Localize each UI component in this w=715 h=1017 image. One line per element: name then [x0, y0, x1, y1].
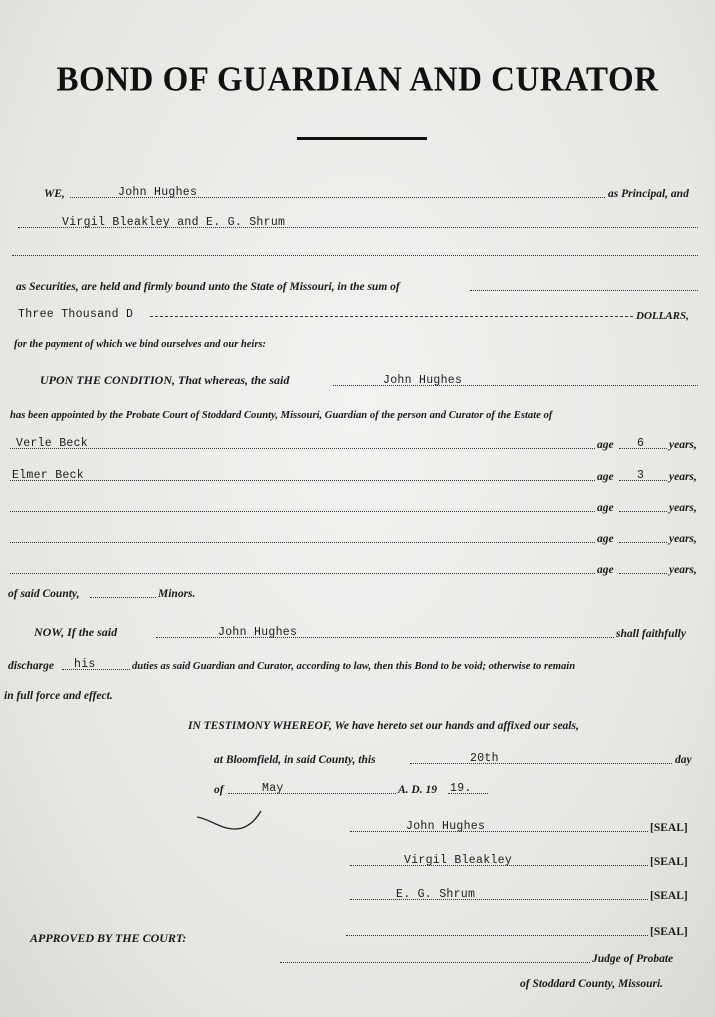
seal-label: [SEAL]: [650, 856, 688, 868]
condition-line: [0, 370, 715, 390]
testimony-line: [0, 714, 715, 734]
seal-label: [SEAL]: [650, 822, 688, 834]
duties-text: duties as said Guardian and Curator, according to law, then this Bond to be void; otherwise to remain: [132, 661, 576, 672]
sum-words: Three Thousand D: [18, 308, 134, 321]
bound-text: as Securities, are held and firmly bound unto the State of Missouri, in the sum of: [16, 281, 400, 293]
minor-age-blank: [619, 511, 667, 512]
now-label: NOW, If the said: [34, 625, 118, 639]
sum-line: [0, 304, 715, 324]
approval-line: [0, 928, 715, 948]
now-name: John Hughes: [218, 626, 298, 639]
minor-name-blank: [10, 448, 595, 449]
seal-label: [SEAL]: [650, 926, 688, 938]
month-value: May: [262, 782, 284, 795]
minor-years-label: years,: [669, 533, 697, 545]
county-label: of said County,: [8, 588, 80, 600]
day-label: day: [675, 754, 692, 766]
payment-text: for the payment of which we bind ourselves and our heirs:: [14, 339, 267, 350]
minor-name-blank: [10, 480, 595, 481]
month-year-line: [0, 778, 715, 798]
county-court-line: [0, 972, 715, 992]
sum-dashes: [150, 316, 633, 317]
signature-name: E. G. Shrum: [396, 888, 476, 901]
signature-blank: [350, 831, 648, 832]
principal-line: [0, 182, 715, 202]
now-line: [0, 622, 715, 642]
title-underline: [297, 137, 427, 140]
day-blank: [410, 763, 672, 764]
signature-line: [0, 816, 715, 836]
bound-line: [0, 275, 715, 295]
judge-line: [0, 947, 715, 967]
judge-label: Judge of Probate: [592, 953, 674, 965]
faithfully-label: shall faithfully: [616, 628, 686, 640]
signature-line: [0, 884, 715, 904]
minor-age: 3: [637, 469, 645, 482]
pronoun-blank: [62, 669, 130, 670]
payment-line: [0, 332, 715, 352]
place-date-line: [0, 748, 715, 768]
dollars-label: DOLLARS,: [636, 310, 689, 322]
minor-age-label: age: [597, 533, 614, 545]
ad-label: A. D. 19: [398, 784, 437, 796]
discharge-label: discharge: [8, 660, 54, 672]
pronoun: his: [74, 658, 96, 671]
appointment-line: [0, 403, 715, 423]
minor-age-label: age: [597, 439, 614, 451]
minor-age-label: age: [597, 564, 614, 576]
minor-age-label: age: [597, 471, 614, 483]
minor-row: [0, 465, 715, 485]
judge-blank: [280, 962, 590, 963]
securities-names: Virgil Bleakley and E. G. Shrum: [62, 216, 286, 229]
county-blank: [90, 597, 156, 598]
signature-name: Virgil Bleakley: [404, 854, 513, 867]
document-title: BOND OF GUARDIAN AND CURATOR: [56, 61, 659, 99]
securities-extra-blank: [12, 255, 698, 256]
minor-name: Elmer Beck: [12, 469, 85, 482]
minor-age-label: age: [597, 502, 614, 514]
signature-line: [0, 850, 715, 870]
approval-label: APPROVED BY THE COURT:: [30, 931, 187, 945]
securities-line: [0, 212, 715, 232]
minor-years-label: years,: [669, 564, 697, 576]
year-value: 19.: [450, 782, 472, 795]
minor-row: [0, 433, 715, 453]
we-label: WE,: [44, 188, 65, 200]
minor-years-label: years,: [669, 471, 697, 483]
principal-label: as Principal, and: [608, 188, 689, 200]
seal-label: [SEAL]: [650, 890, 688, 902]
minor-row: [0, 527, 715, 547]
minor-age-blank: [619, 542, 667, 543]
full-force-text: in full force and effect.: [4, 690, 113, 702]
minor-age-blank: [619, 573, 667, 574]
principal-name: John Hughes: [118, 186, 198, 199]
sum-blank: [470, 290, 698, 291]
minor-age: 6: [637, 437, 645, 450]
minor-name-blank: [10, 542, 595, 543]
signature-name: John Hughes: [406, 820, 486, 833]
condition-label: UPON THE CONDITION, That whereas, the said: [40, 373, 290, 387]
month-blank: [228, 793, 396, 794]
condition-name: John Hughes: [383, 374, 463, 387]
minors-label: Minors.: [158, 588, 196, 600]
full-force-line: [0, 684, 715, 704]
place-label: at Bloomfield, in said County, this: [214, 754, 376, 766]
minor-row: [0, 496, 715, 516]
minor-name-blank: [10, 511, 595, 512]
minor-row: [0, 558, 715, 578]
testimony-text: IN TESTIMONY WHEREOF, We have hereto set our hands and affixed our seals,: [188, 720, 579, 732]
county-court-label: of Stoddard County, Missouri.: [520, 978, 664, 990]
minor-years-label: years,: [669, 502, 697, 514]
discharge-line: [0, 654, 715, 674]
of-label: of: [214, 784, 224, 796]
minor-years-label: years,: [669, 439, 697, 451]
county-line: [0, 582, 715, 602]
signature-blank: [350, 899, 648, 900]
appointment-text: has been appointed by the Probate Court of Stoddard County, Missouri, Guardian of the person and Curator of the Estate of: [10, 410, 553, 421]
minor-name-blank: [10, 573, 595, 574]
day-value: 20th: [470, 752, 499, 765]
minor-name: Verle Beck: [16, 437, 89, 450]
securities-extra-line: [0, 240, 715, 260]
